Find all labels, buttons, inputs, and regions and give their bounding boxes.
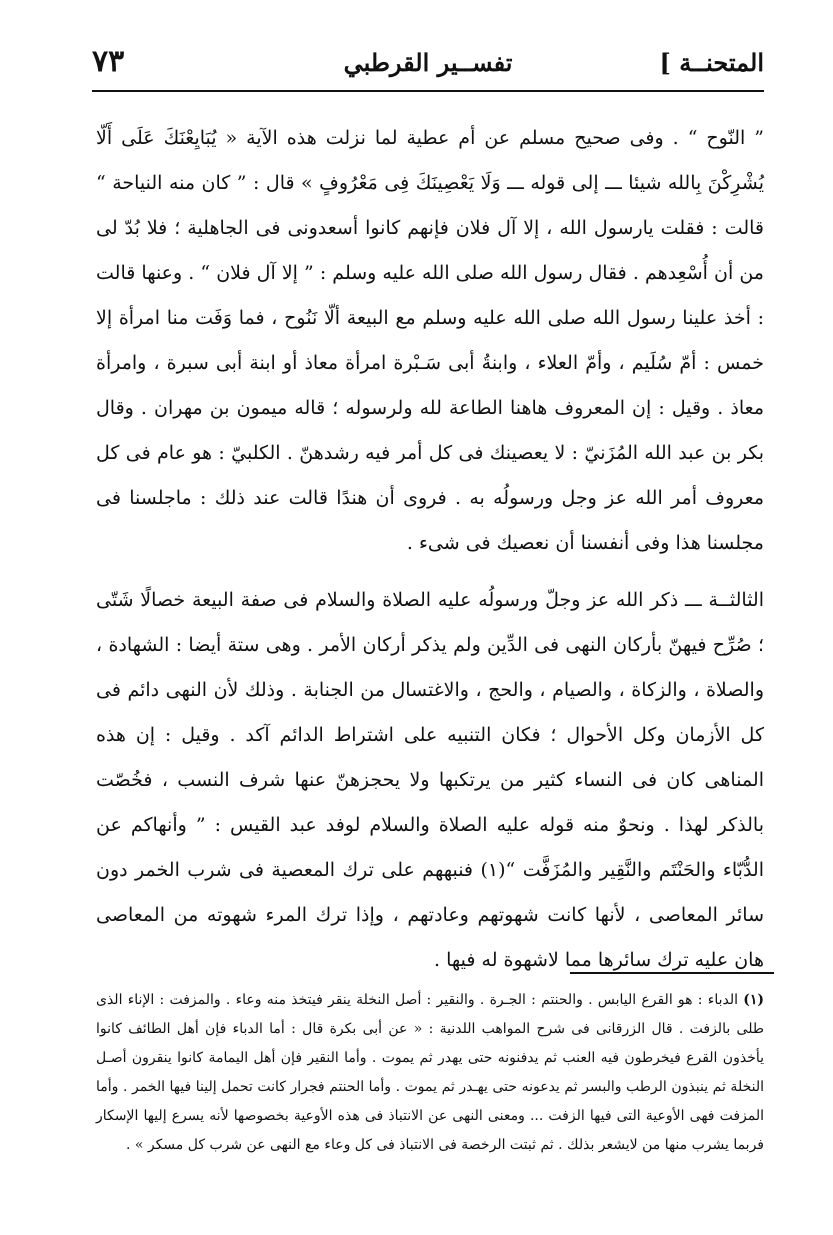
footnote-marker: (١) (743, 992, 764, 1008)
page-number: ٧٣ (92, 44, 125, 79)
book-title: تفســير القرطبي (343, 48, 513, 77)
footnote-text: الدباء : هو القرع اليابس . والحنتم : الجـرة . والنقير : أصل النخلة ينقر فيتخذ منه وعاء . والمزفت : الإناء الذى طلى بالزفت . قال الزرقانى فى شرح المواهب اللدنية : « عن أبى بكرة قال : أما الدباء فإن أهل الطائف كانوا يأخذون القرع فيخرطون فيه العنب ثم يدفنونه حتى يهدر ثم يموت . وأما النقير فإن أهل اليمامة كانوا ينقرون أصـل النخلة ثم ينبذون الرطب والبسر ثم يدعونه حتى يهـدر ثم يموت . وأما الحنتم فجرار كانت تحمل إلينا فيها الخمر . وأما المزفت فهى الأوعية التى فيها الزفت ... ومعنى النهى عن الانتباذ فى هذه الأوعية بخصوصها لأنه يسرع إليها الإسكار فربما يشرب منها من لايشعر بذلك . ثم ثبتت الرخصة فى الانتباذ فى كل وعاء مع النهى عن شرب كل مسكر » . (96, 992, 764, 1153)
page-header (92, 44, 764, 88)
footnote-divider (570, 972, 774, 974)
header-divider (92, 90, 764, 92)
main-text (96, 116, 764, 983)
paragraph: الثالثــة ـــ ذكر الله عز وجلّ ورسولُه عليه الصلاة والسلام فى صفة البيعة خصالًا شَتّى ؛ صُرِّح فيهنّ بأركان النهى فى الدِّين ولم يذكر أركان الأمر . وهى ستة أيضا : الشهادة ، والصلاة ، والزكاة ، والصيام ، والحج ، والاغتسال من الجنابة . وذلك لأن النهى دائم فى كل الأزمان وكل الأحوال ؛ فكان التنبيه على اشتراط الدائم آكد . وقيل : إن هذه المناهى كان فى النساء كثير من يرتكبها ولا يحجزهنّ عنها شرف النسب ، فخُصّت بالذكر لهذا . ونحوٌ منه قوله عليه الصلاة والسلام لوفد عبد القيس : ” وأنهاكم عن الدُّبّاء والحَنْتَم والنَّقِير والمُزَفَّت “(١) فنبههم على ترك المعصية فى شرب الخمر دون سائر المعاصى ، لأنها كانت شهوتهم وعادتهم ، وإذا ترك المرء شهوته من المعاصى هان عليه ترك سائرها مما لاشهوة له فيها . (96, 589, 764, 971)
footnotes (96, 986, 764, 1160)
footnote (96, 986, 764, 1160)
paragraph: ” النّوح “ . وفى صحيح مسلم عن أم عطية لما نزلت هذه الآية « يُبَايِعْنَكَ عَلَى أَلّا يُشْرِكْنَ بِالله شيئا ـــ إلى قوله ـــ وَلَا يَعْصِينَكَ فِى مَعْرُوفٍ » قال : ” كان منه النياحة “ قالت : فقلت يارسول الله ، إلا آل فلان فإنهم كانوا أسعدونى فى الجاهلية ؛ فلا بُدّ لى من أن أُسْعِدهم . فقال رسول الله صلى الله عليه وسلم : ” إلا آل فلان “ . وعنها قالت : أخذ علينا رسول الله صلى الله عليه وسلم مع البيعة ألّا نَنُوح ، فما وَفَت منا امرأة إلا خمس : أمّ سُلَيم ، وأمّ العلاء ، وابنةُ أبى سَـبْرة امرأة معاذ أو ابنة أبى سبرة ، وامرأة معاذ . وقيل : إن المعروف هاهنا الطاعة لله ولرسوله ؛ قاله ميمون بن مهران . وقال بكر بن عبد الله المُزَنيّ : لا يعصينك فى كل أمر فيه رشدهنّ . الكلبيّ : هو عام فى كل معروف أمر الله عز وجل ورسولُه به . فروى أن هندًا قالت عند ذلك : ماجلسنا فى مجلسنا هذا وفى أنفسنا أن نعصيك فى شىء . (96, 127, 764, 554)
surah-name: المتحنــة ] (659, 48, 764, 77)
